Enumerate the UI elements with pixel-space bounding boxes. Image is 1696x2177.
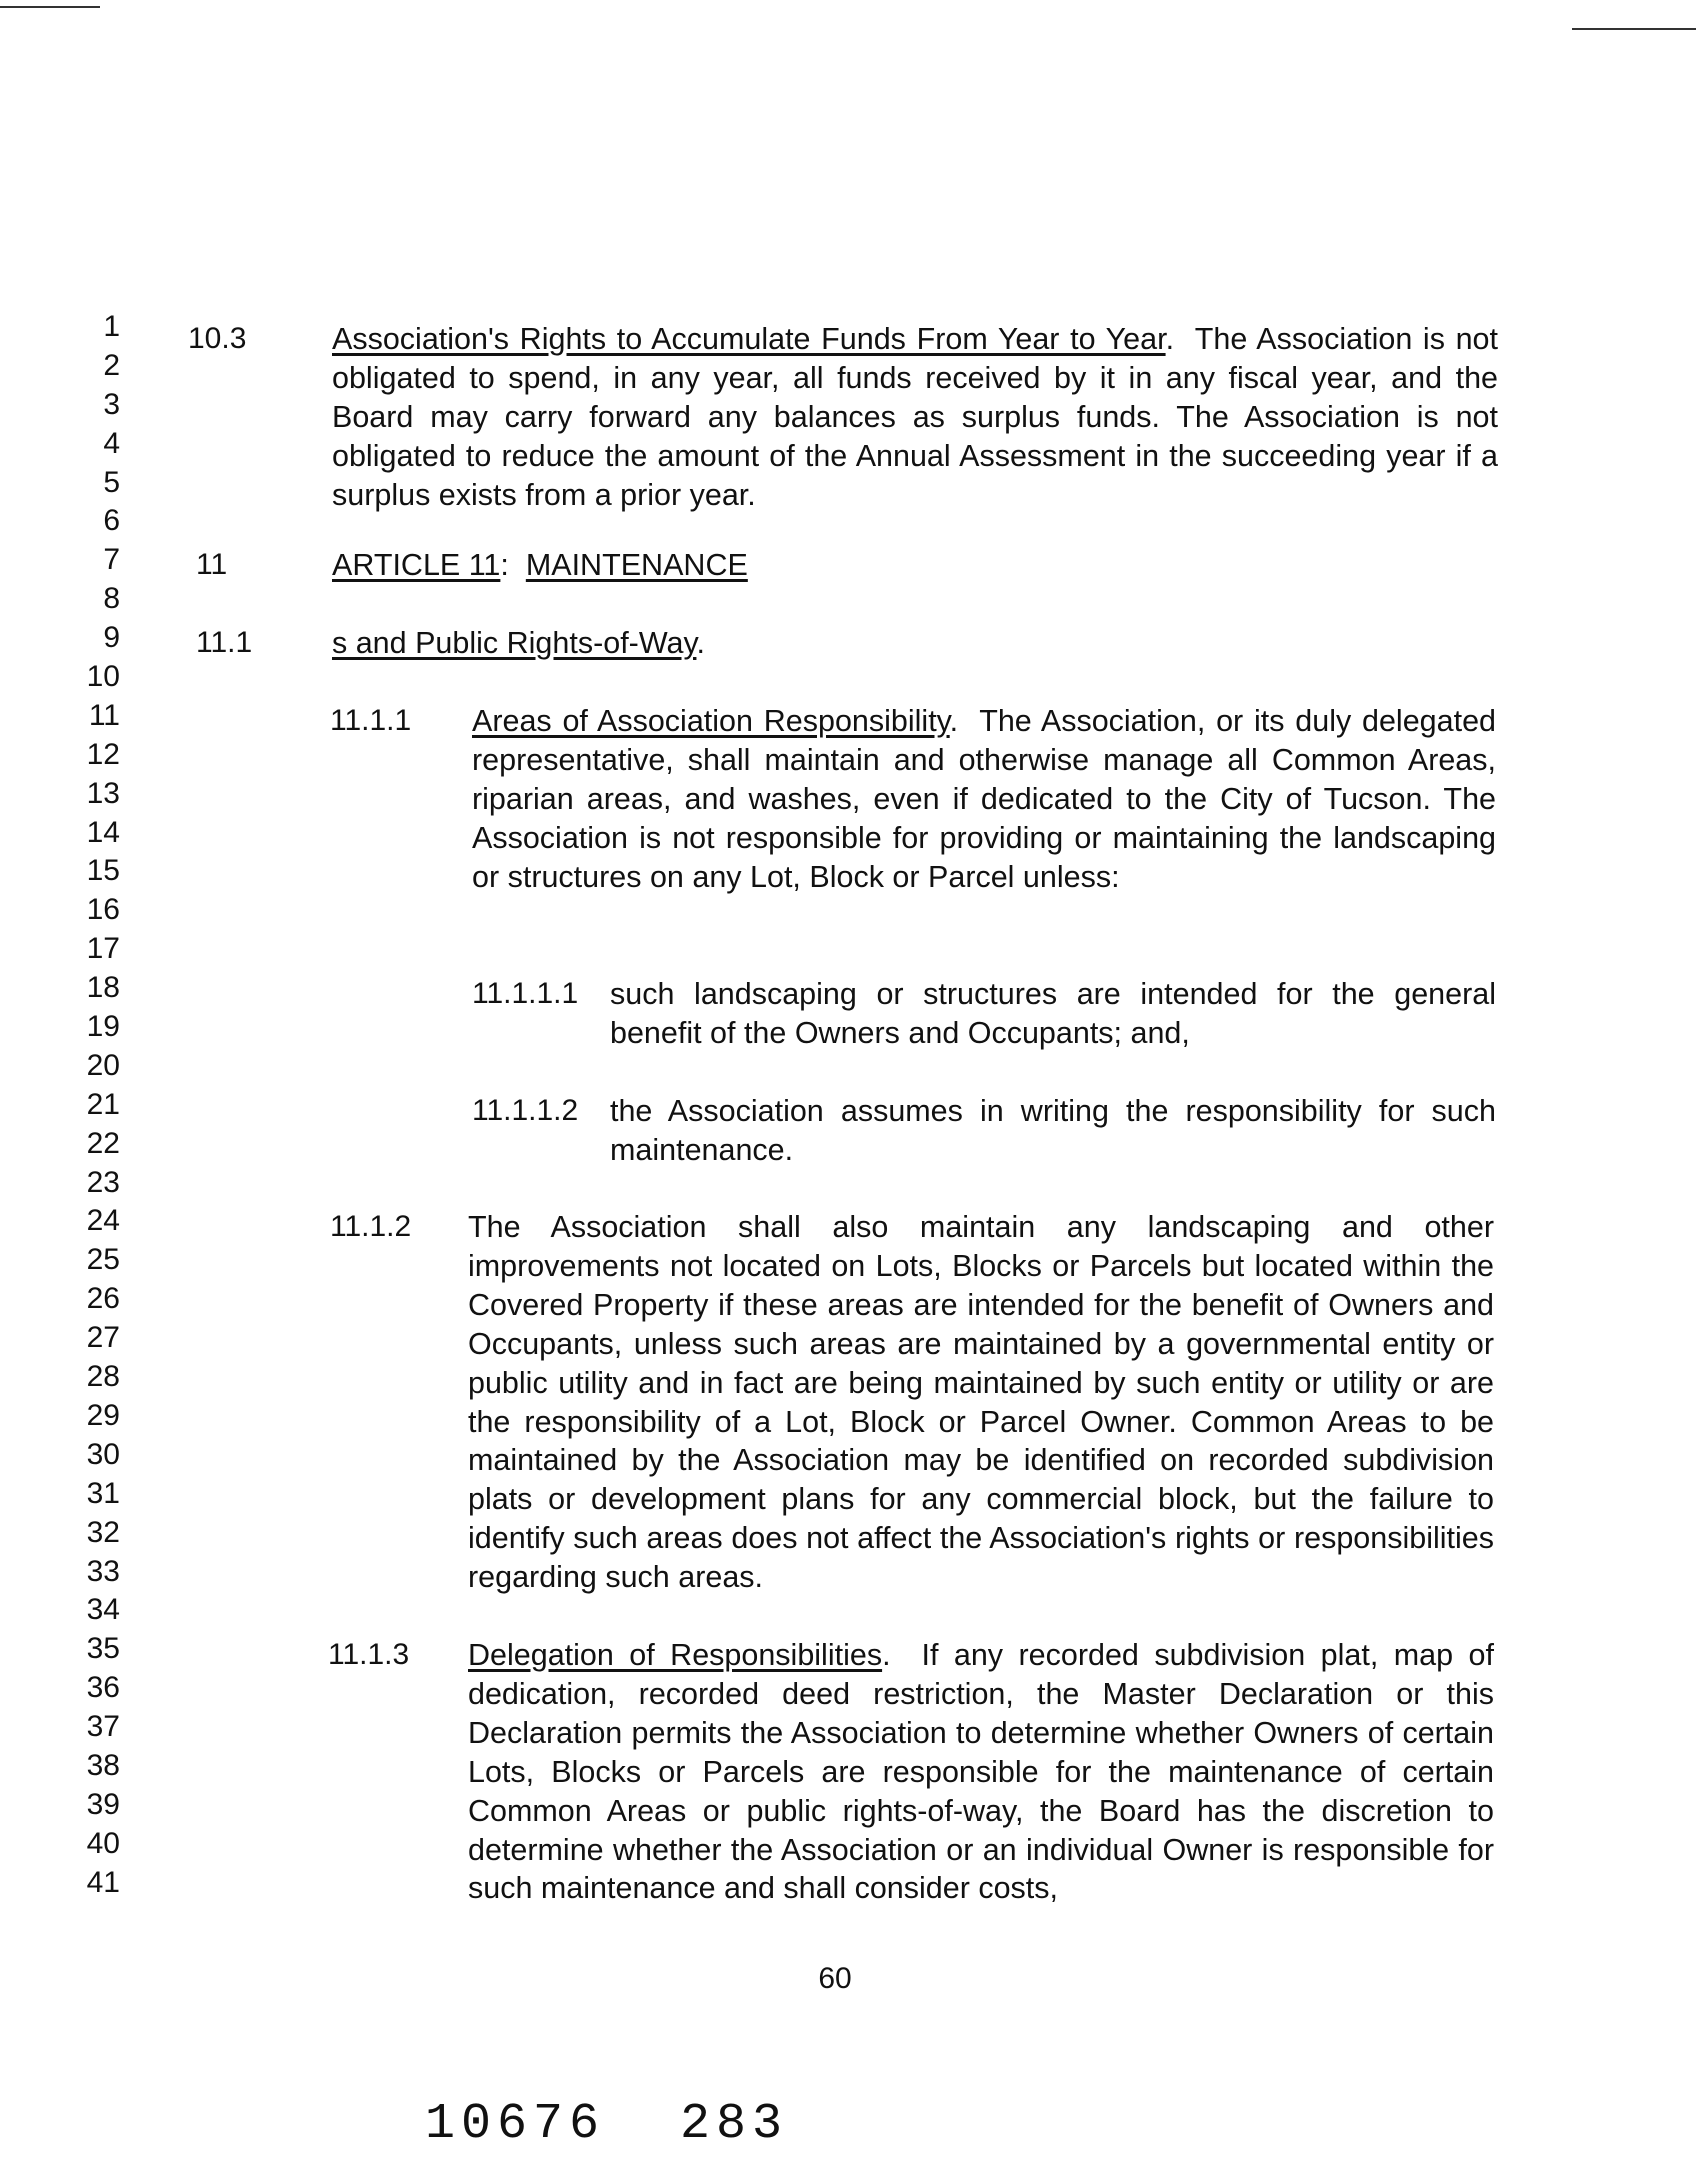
line-number-column	[60, 308, 120, 1903]
line-number: 3	[103, 387, 120, 421]
scan-mark-top-left	[0, 6, 100, 8]
recording-stamp	[425, 2095, 863, 2155]
line-number: 31	[86, 1476, 120, 1510]
article-11-label: ARTICLE 11	[332, 548, 501, 582]
scan-mark-top-right	[1572, 28, 1696, 30]
line-number: 28	[86, 1360, 120, 1394]
article-11-colon: :	[500, 548, 509, 582]
line-number: 20	[86, 1048, 120, 1082]
line-number: 1	[103, 310, 120, 343]
section-number-10-3: 10.3	[188, 322, 247, 355]
section-11-1-period: .	[696, 626, 705, 660]
line-number: 15	[86, 854, 120, 888]
section-10-3-title-period: .	[1165, 322, 1175, 356]
line-number: 12	[86, 737, 120, 771]
section-11-1-3-body: If any recorded subdivision plat, map of dedication, recorded deed restriction, the Master Declaration or this Declaration permits the Association to determine whether Owners of certain Lots, Blocks or Parcels are responsible for the maintenance of certain Common Areas or public rights-of-way, the Board has the discretion to determine whether the Association or an individual Owner is responsible for such maintenance and shall consider costs,	[468, 1638, 1494, 1906]
article-11-heading	[332, 546, 748, 585]
line-number: 40	[86, 1826, 120, 1860]
line-number: 18	[86, 971, 120, 1005]
docket-page: 283	[680, 2096, 789, 2153]
section-10-3-title: Association's Rights to Accumulate Funds From Year to Year	[332, 322, 1166, 356]
line-number: 13	[86, 776, 120, 810]
line-number: 10	[86, 660, 120, 694]
section-11-1-heading	[332, 624, 705, 663]
line-number: 6	[103, 504, 120, 538]
section-number-11: 11	[196, 548, 228, 581]
line-number: 38	[86, 1748, 120, 1782]
section-10-3-body: The Association is not obligated to spend, in any year, all funds received by it in any fiscal year, and the Board may carry forward any balances as surplus funds. The Association is not obligated to reduce the amount of the Annual Assessment in the succeeding year if a surplus exists from a prior year.	[332, 322, 1498, 512]
line-number: 22	[86, 1126, 120, 1160]
line-number: 35	[86, 1632, 120, 1666]
line-number: 29	[86, 1398, 120, 1432]
line-number: 8	[103, 582, 120, 616]
section-11-1-1-period: .	[949, 704, 959, 738]
line-number: 30	[86, 1437, 120, 1471]
section-10-3	[332, 320, 1498, 515]
line-number: 32	[86, 1515, 120, 1549]
line-number: 2	[103, 348, 120, 382]
section-11-1-3-title: Delegation of Responsibilities	[468, 1638, 883, 1672]
line-number: 19	[86, 1010, 120, 1044]
section-11-1-3-period: .	[882, 1638, 891, 1672]
page-number: 60	[818, 1962, 852, 1995]
line-number: 26	[86, 1282, 120, 1316]
line-number: 37	[86, 1710, 120, 1744]
section-number-11-1-1-1: 11.1.1.1	[472, 977, 579, 1010]
line-number: 33	[86, 1554, 120, 1588]
line-number: 39	[86, 1787, 120, 1821]
line-number: 27	[86, 1321, 120, 1355]
line-number: 23	[86, 1165, 120, 1199]
section-11-1-1	[472, 702, 1496, 897]
section-11-1-2-body: The Association shall also maintain any landscaping and other improvements not located on Lots, Blocks or Parcels but located within the Covered Property if these areas are intended for the benefit of Owners and Occupants, unless such areas are maintained by a governmental entity or public utility and in fact are being maintained by such entity or utility or are the responsibility of a Lot, Block or Parcel Owner. Common Areas to be maintained by the Association may be identified on recorded subdivision plats or development plans for any commercial block, but the failure to identify such areas does not affect the Association's rights or responsibilities regarding such areas.	[468, 1210, 1494, 1595]
line-number: 24	[86, 1204, 120, 1238]
line-number: 25	[86, 1243, 120, 1277]
section-11-1-1-title: Areas of Association Responsibility	[472, 704, 950, 738]
section-11-1-1-body: The Association, or its duly delegated representative, shall maintain and otherwise manage all Common Areas, riparian areas, and washes, even if dedicated to the City of Tucson. The Association is not responsible for providing or maintaining the landscaping or structures on any Lot, Block or Parcel unless:	[472, 704, 1496, 894]
section-number-11-1-1-2: 11.1.1.2	[472, 1094, 579, 1127]
line-number: 21	[86, 1087, 120, 1121]
section-11-1-1-1-body: such landscaping or structures are intended for the general benefit of the Owners and Occupants; and,	[610, 977, 1496, 1050]
line-number: 5	[103, 465, 120, 499]
line-number: 17	[86, 932, 120, 966]
docket-number: 10676	[425, 2096, 606, 2153]
section-number-11-1-3: 11.1.3	[328, 1638, 410, 1671]
line-number: 9	[103, 621, 120, 655]
section-11-1-title: s and Public Rights-of-Way	[332, 626, 697, 660]
line-number: 7	[103, 543, 120, 577]
line-number: 4	[103, 426, 120, 460]
article-11-title: MAINTENANCE	[525, 548, 748, 582]
line-number: 16	[86, 893, 120, 927]
line-number: 34	[86, 1593, 120, 1627]
section-number-11-1-1: 11.1.1	[330, 704, 412, 737]
section-11-1-1-2-body: the Association assumes in writing the responsibility for such maintenance.	[610, 1094, 1496, 1167]
line-number: 41	[86, 1865, 120, 1899]
section-number-11-1-2: 11.1.2	[330, 1210, 412, 1243]
line-number: 11	[88, 698, 120, 732]
line-number: 36	[86, 1671, 120, 1705]
section-11-1-3	[468, 1636, 1494, 1908]
section-number-11-1: 11.1	[196, 626, 253, 659]
line-number: 14	[86, 815, 120, 849]
